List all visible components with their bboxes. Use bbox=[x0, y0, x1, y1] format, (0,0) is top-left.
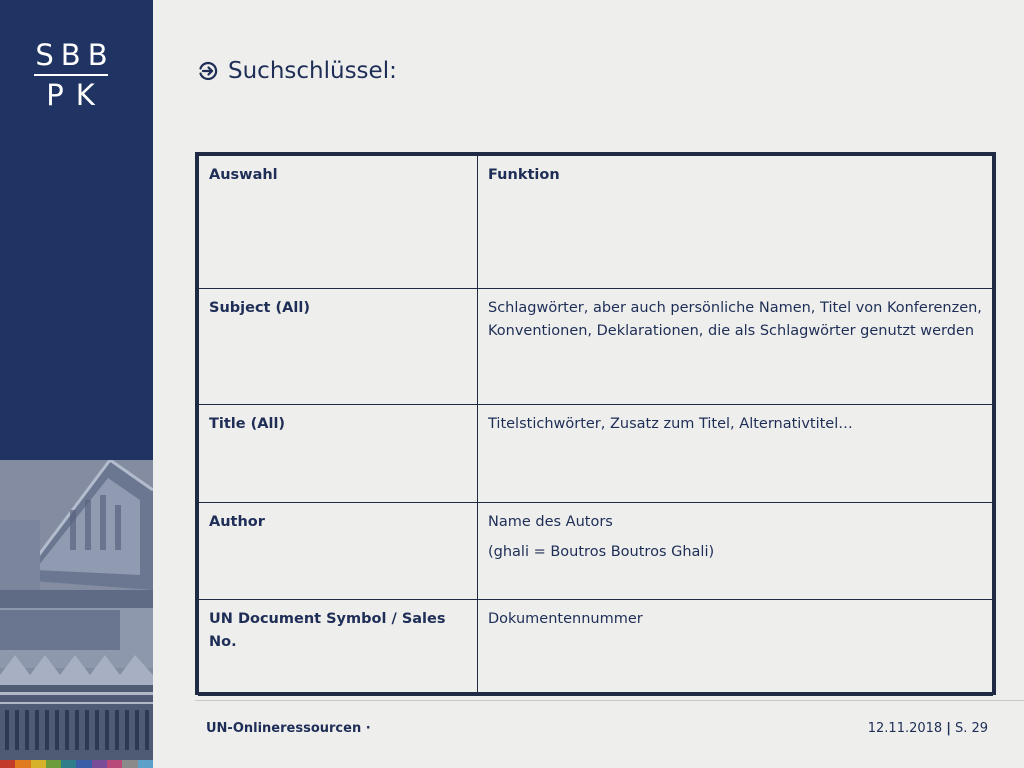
color-swatch bbox=[138, 760, 153, 768]
footer-page-number: S. 29 bbox=[954, 721, 988, 736]
page-title: Suchschlüssel: bbox=[228, 58, 397, 84]
footer-date: 12.11.2018 bbox=[867, 721, 943, 736]
sidebar bbox=[0, 0, 153, 768]
table-row bbox=[199, 405, 993, 503]
table-row bbox=[199, 600, 993, 696]
table-row bbox=[199, 289, 993, 405]
sbb-pk-logo bbox=[0, 38, 143, 112]
color-swatch bbox=[92, 760, 107, 768]
slide-heading bbox=[198, 58, 397, 84]
row-selection: Subject (All) bbox=[199, 289, 478, 405]
row-function: Schlagwörter, aber auch persönliche Namen, Titel von Konferenzen, Konventionen, Deklarationen, die als Schlagwörter genutzt werden bbox=[478, 289, 993, 405]
color-swatch bbox=[76, 760, 91, 768]
row-selection: UN Document Symbol / Sales No. bbox=[199, 600, 478, 696]
table-header-row bbox=[199, 156, 993, 289]
color-swatch bbox=[61, 760, 76, 768]
table bbox=[198, 155, 993, 696]
logo-top-text: SBB bbox=[35, 38, 115, 72]
circled-arrow-right-icon bbox=[198, 61, 218, 81]
color-strip bbox=[0, 760, 153, 768]
logo-bottom-text: PK bbox=[46, 78, 107, 112]
row-function: Dokumentennummer bbox=[478, 600, 993, 696]
row-function bbox=[478, 503, 993, 600]
footer-separator: | bbox=[946, 721, 951, 736]
color-swatch bbox=[107, 760, 122, 768]
color-swatch bbox=[0, 760, 15, 768]
table-row bbox=[199, 503, 993, 600]
header-auswahl: Auswahl bbox=[199, 156, 478, 289]
footer-divider bbox=[195, 700, 1024, 701]
color-swatch bbox=[15, 760, 30, 768]
color-swatch bbox=[122, 760, 137, 768]
search-key-table bbox=[195, 152, 996, 695]
color-swatch bbox=[31, 760, 46, 768]
footer-meta bbox=[868, 721, 988, 736]
row-selection: Title (All) bbox=[199, 405, 478, 503]
row-function-line2: (ghali = Boutros Boutros Ghali) bbox=[488, 544, 715, 560]
building-photo bbox=[0, 460, 153, 760]
row-selection: Author bbox=[199, 503, 478, 600]
logo-divider bbox=[34, 74, 108, 76]
row-function: Titelstichwörter, Zusatz zum Titel, Alternativtitel… bbox=[478, 405, 993, 503]
header-funktion: Funktion bbox=[478, 156, 993, 289]
row-function-line1: Name des Autors bbox=[488, 514, 613, 530]
color-swatch bbox=[46, 760, 61, 768]
building-illustration bbox=[0, 460, 153, 760]
footer-title: UN-Onlineressourcen · bbox=[206, 721, 371, 736]
